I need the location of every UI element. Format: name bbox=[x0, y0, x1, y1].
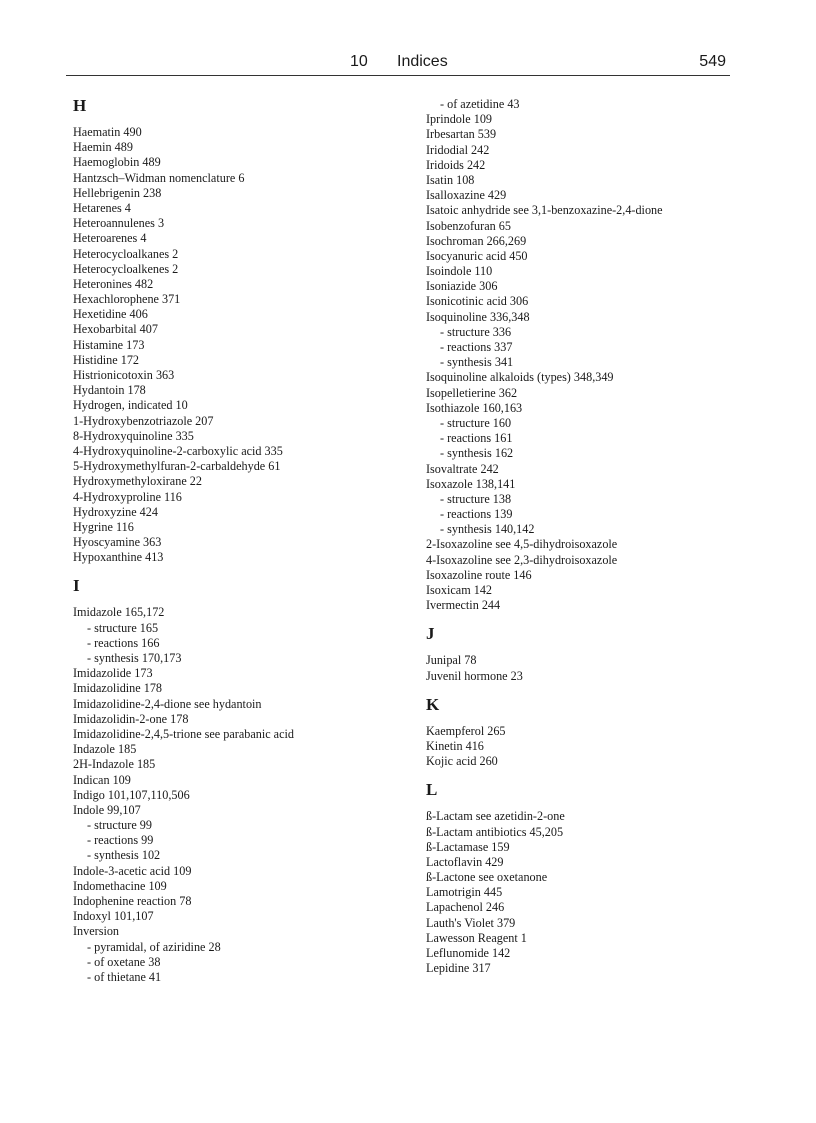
index-subentry: - structure 99 bbox=[87, 818, 152, 833]
index-entry: Heteroannulenes 3 bbox=[73, 216, 165, 231]
index-entry: Isochroman 266,269 bbox=[426, 233, 527, 248]
index-entry: Isocyanuric acid 450 bbox=[426, 248, 528, 263]
section-letter: L bbox=[426, 780, 438, 800]
index-entry: Lepidine 317 bbox=[426, 961, 491, 976]
index-entry: Hetarenes 4 bbox=[73, 200, 131, 215]
index-subentry: - of thietane 41 bbox=[87, 969, 162, 984]
index-entry: Leflunomide 142 bbox=[426, 946, 511, 960]
index-entry: Isonicotinic acid 306 bbox=[426, 294, 529, 309]
running-header bbox=[66, 52, 730, 76]
index-subentry: - reactions 166 bbox=[87, 635, 160, 650]
index-entry: Ivermectin 244 bbox=[426, 598, 501, 613]
index-entry: Heterocycloalkanes 2 bbox=[73, 246, 179, 261]
section-letter: H bbox=[73, 96, 87, 115]
index-entry: Isoxazole 138,141 bbox=[426, 476, 516, 491]
index-subentry: - synthesis 341 bbox=[440, 355, 514, 370]
chapter-number: 10 bbox=[350, 53, 368, 70]
index-entry: 2H-Indazole 185 bbox=[73, 757, 156, 772]
index-subentry: - structure 138 bbox=[440, 491, 512, 506]
index-entry: Juvenil hormone 23 bbox=[426, 668, 523, 683]
index-entry: Hexobarbital 407 bbox=[73, 322, 158, 337]
index-subentry: - structure 165 bbox=[87, 620, 159, 635]
index-entry: Isothiazole 160,163 bbox=[426, 400, 523, 415]
index-entry: Hyoscyamine 363 bbox=[73, 535, 162, 550]
section-letter: I bbox=[73, 576, 80, 596]
section-letter: J bbox=[426, 624, 435, 644]
index-entry: Hydantoin 178 bbox=[73, 383, 146, 398]
index-entry: Indole-3-acetic acid 109 bbox=[73, 863, 192, 878]
index-entry: 1-Hydroxybenzotriazole 207 bbox=[73, 413, 214, 428]
index-entry: Indophenine reaction 78 bbox=[73, 894, 192, 908]
index-entry: Isoquinoline alkaloids (types) 348,349 bbox=[426, 370, 614, 385]
index-entry: Imidazolide 173 bbox=[73, 666, 153, 681]
index-entry: Isovaltrate 242 bbox=[426, 461, 499, 476]
index-entry: Hexetidine 406 bbox=[73, 307, 148, 322]
index-entry: Imidazolidine-2,4-dione see hydantoin bbox=[73, 696, 262, 711]
index-entry: Isatoic anhydride see 3,1-benzoxazine-2,4-dione bbox=[426, 203, 663, 218]
index-entry: Haematin 490 bbox=[73, 125, 142, 139]
index-entry: Kaempferol 265 bbox=[426, 723, 506, 738]
index-entry: Indican 109 bbox=[73, 772, 131, 787]
index-subentry: - of azetidine 43 bbox=[440, 97, 520, 111]
index-entry: Isoniazide 306 bbox=[426, 279, 498, 294]
index-entry: ß-Lactam antibiotics 45,205 bbox=[426, 824, 564, 839]
index-entry: Histamine 173 bbox=[73, 337, 145, 352]
index-subentry: - reactions 139 bbox=[440, 507, 513, 522]
index-entry: Hellebrigenin 238 bbox=[73, 185, 162, 200]
index-entry: Imidazolidine 178 bbox=[73, 681, 163, 696]
index-entry: Heterocycloalkenes 2 bbox=[73, 261, 179, 276]
index-subentry: - of oxetane 38 bbox=[87, 954, 161, 969]
index-entry: Inversion bbox=[73, 924, 120, 939]
index-subentry: - reactions 99 bbox=[87, 833, 154, 848]
index-entry: Haemoglobin 489 bbox=[73, 155, 161, 170]
index-entry: Lawesson Reagent 1 bbox=[426, 930, 527, 945]
index-entry: Indoxyl 101,107 bbox=[73, 909, 154, 924]
index-entry: Histrionicotoxin 363 bbox=[73, 368, 175, 382]
index-entry: Indigo 101,107,110,506 bbox=[73, 787, 190, 802]
index-subentry: - structure 160 bbox=[440, 415, 512, 430]
header-rule bbox=[66, 75, 730, 76]
index-entry: Kinetin 416 bbox=[426, 738, 484, 753]
index-entry: Indole 99,107 bbox=[73, 802, 141, 817]
index-subentry: - synthesis 162 bbox=[440, 446, 514, 461]
index-entry: Hydrogen, indicated 10 bbox=[73, 398, 188, 413]
index-entry: Histidine 172 bbox=[73, 352, 140, 367]
index-entry: Lauth's Violet 379 bbox=[426, 915, 516, 930]
index-entry: Haemin 489 bbox=[73, 140, 133, 155]
index-subentry: - pyramidal, of aziridine 28 bbox=[87, 939, 221, 954]
index-entry: Isalloxazine 429 bbox=[426, 188, 507, 203]
index-entry: Hexachlorophene 371 bbox=[73, 292, 181, 307]
index-entry: Isoindole 110 bbox=[426, 264, 493, 279]
index-entry: Isobenzofuran 65 bbox=[426, 218, 511, 233]
index-entry: Imidazolidin-2-one 178 bbox=[73, 711, 189, 726]
index-entry: Imidazole 165,172 bbox=[73, 605, 165, 620]
index-column-left bbox=[73, 97, 413, 985]
index-entry: 5-Hydroxymethylfuran-2-carbaldehyde 61 bbox=[73, 459, 281, 474]
index-entry: Junipal 78 bbox=[426, 653, 477, 668]
index-entry: Lapachenol 246 bbox=[426, 900, 505, 915]
index-entry: 4-Isoxazoline see 2,3-dihydroisoxazole bbox=[426, 552, 618, 567]
index-entry: Hydroxymethyloxirane 22 bbox=[73, 474, 202, 489]
index-entry: 4-Hydroxyproline 116 bbox=[73, 489, 182, 504]
index-entry: Iprindole 109 bbox=[426, 112, 493, 127]
index-entry: Isopelletierine 362 bbox=[426, 385, 518, 400]
index-entry: Iridoids 242 bbox=[426, 157, 486, 172]
index-subentry: - structure 336 bbox=[440, 324, 512, 339]
index-entry: 2-Isoxazoline see 4,5-dihydroisoxazole bbox=[426, 537, 618, 552]
index-entry: Isatin 108 bbox=[426, 172, 475, 187]
index-entry: 4-Hydroxyquinoline-2-carboxylic acid 335 bbox=[73, 443, 283, 458]
index-subentry: - reactions 161 bbox=[440, 431, 513, 446]
index-entry: ß-Lactamase 159 bbox=[426, 839, 510, 854]
index-entry: ß-Lactone see oxetanone bbox=[426, 870, 548, 885]
index-column-right bbox=[426, 97, 766, 976]
index-subentry: - synthesis 140,142 bbox=[440, 522, 535, 537]
index-entry: Hantzsch–Widman nomenclature 6 bbox=[73, 170, 245, 185]
index-entry: Isoquinoline 336,348 bbox=[426, 309, 530, 324]
index-entry: Lactoflavin 429 bbox=[426, 854, 504, 869]
index-entry: Iridodial 242 bbox=[426, 142, 490, 157]
index-subentry: - synthesis 102 bbox=[87, 848, 161, 863]
index-entry: 8-Hydroxyquinoline 335 bbox=[73, 428, 194, 443]
index-entry: Imidazolidine-2,4,5-trione see parabanic acid bbox=[73, 726, 294, 741]
index-entry: Indazole 185 bbox=[73, 742, 137, 757]
index-subentry: - reactions 337 bbox=[440, 340, 513, 354]
chapter-title: Indices bbox=[397, 53, 448, 70]
index-entry: Lamotrigin 445 bbox=[426, 885, 503, 900]
index-entry: Irbesartan 539 bbox=[426, 127, 497, 142]
index-entry: Hydroxyzine 424 bbox=[73, 504, 158, 519]
section-letter: K bbox=[426, 694, 440, 714]
index-entry: Heteroarenes 4 bbox=[73, 231, 147, 246]
index-entry: Indomethacine 109 bbox=[73, 878, 167, 893]
page-number: 549 bbox=[699, 53, 726, 70]
index-entry: ß-Lactam see azetidin-2-one bbox=[426, 809, 565, 824]
index-entry: Hygrine 116 bbox=[73, 519, 134, 534]
index-entry: Kojic acid 260 bbox=[426, 754, 498, 769]
index-entry: Heteronines 482 bbox=[73, 276, 154, 291]
index-entry: Hypoxanthine 413 bbox=[73, 550, 164, 565]
index-entry: Isoxicam 142 bbox=[426, 583, 493, 597]
index-subentry: - synthesis 170,173 bbox=[87, 651, 182, 665]
index-entry: Isoxazoline route 146 bbox=[426, 567, 532, 582]
